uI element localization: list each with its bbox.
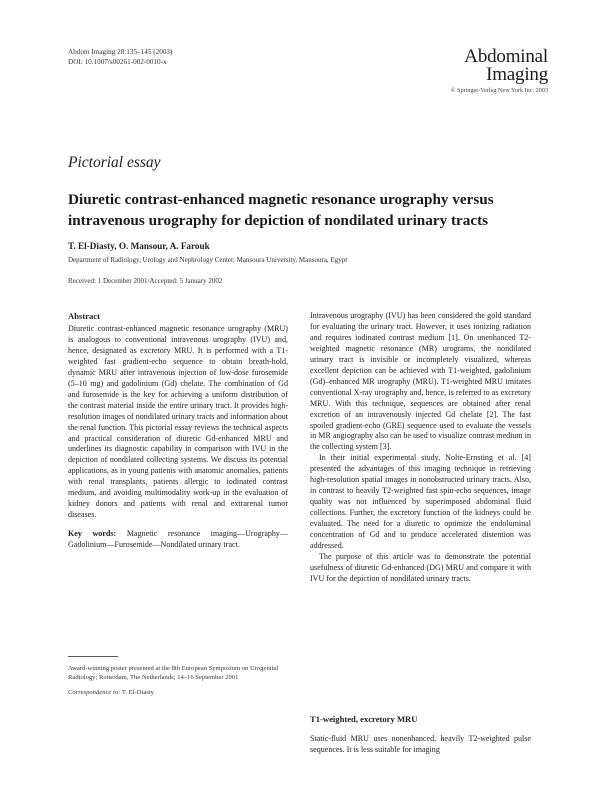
section-heading-t1: T1-weighted, excretory MRU: [310, 714, 418, 724]
section-label: Pictorial essay: [68, 154, 161, 171]
right-column: [310, 311, 531, 585]
received-accepted-dates: Received: 1 December 2001/Accepted: 5 January 2002: [68, 277, 223, 285]
correspondence: [68, 688, 290, 697]
citation-line-1: Abdom Imaging 28:135–145 (2003): [68, 48, 173, 56]
logo-line-2: Imaging: [486, 64, 548, 85]
abstract-heading: Abstract: [68, 311, 100, 321]
doi-line: DOI: 10.1007/s00261-002-0010-x: [68, 57, 167, 66]
correspondence-name: T. El-Diasty: [121, 688, 154, 696]
journal-citation: [68, 48, 172, 67]
body-paragraph-1: Intravenous urography (IVU) has been considered the gold standard for evaluating the urinary tract. However, it uses ionizing radiation and requires iodinated contrast medium [1]. On unenhanced T2-weighted magnetic resonance (MR) urograms, the nondilated urinary tract is invisible or incompletely visualized, whereas excellent depiction can be achieved with T1-weighted, gadolinium (Gd)–enhanced MR urography (MRU). T1-weighted MRU imitates conventional X-ray urography and, hence, is referred to as excretory MRU. With this technique, sequences are obtained after renal excretion of an intravenously injected Gd chelate [2]. The fast spoiled gradient-echo (GRE) sequence used to evaluate the vessels in MR angiography also can be used to visualize contrast medium in the collecting system [3].: [310, 311, 531, 452]
affiliation: Department of Radiology, Urology and Nephrology Center, Mansoura University, Mansoura, Egypt: [68, 256, 348, 264]
left-column: [68, 311, 288, 551]
logo-line-1: Abdominal: [464, 46, 548, 67]
footnotes: [68, 664, 290, 702]
award-note: Award-winning poster presented at the 8th European Symposium on Urogenital Radiology; Rotterdam, The Netherlands; 14–16 September 2001: [68, 665, 279, 682]
footnote-rule: [68, 656, 118, 657]
keywords-label: Key words:: [68, 529, 117, 539]
keywords-list: Magnetic resonance imaging—Urography—Gadolinium—Furosemide—Nondilated urinary tract.: [68, 529, 289, 550]
journal-logo: [451, 48, 548, 94]
article-title: Diuretic contrast-enhanced magnetic resonance urography versus intravenous urography for depiction of nondilated urinary tracts: [68, 191, 494, 229]
copyright-notice: © Springer-Verlag New York Inc. 2003: [450, 87, 548, 94]
keywords: [68, 529, 288, 551]
abstract-text: Diuretic contrast-enhanced magnetic resonance urography (MRU) is analogous to conventional intravenous urography (IVU) and, hence, designated as excretory MRU. It is performed with a T1-weighted fast gradient-echo sequence to obtain breath-hold, dynamic MRU after intravenous injection of low-dose furosemide (5–10 mg) and gadolinium (Gd) chelate. The combination of Gd and furosemide is the key for achieving a uniform distribution of the contrast material inside the entire urinary tract. It provides high-resolution images of nondilated urinary tracts and information about the renal function. This pictorial essay reviews the technical aspects and practical consideration of diuretic Gd-enhanced MRU and underlines its diagnostic capability in comparison with IVU in the depiction of nondilated collecting systems. We discuss its potential applications, as in young patients with anatomic anomalies, patients with renal transplants, patients allergic to iodinated contrast medium, and avoiding multimodality work-up in the evaluation of kidney donors and patients with renal and extrarenal tumor diseases.: [68, 324, 288, 520]
body-paragraph-4: Static-fluid MRU uses nonenhanced, heavily T2-weighted pulse sequences. It is less suitable for imaging: [310, 734, 531, 754]
body-paragraph-2: In their initial experimental study, Nolte-Ernsting et al. [4] presented the advantages of this imaging technique in retrieving high-resolution spatial images in nonobstructed urinary tracts. Also, in contrast to heavily T2-weighted fast spin-echo sequences, image quality was not influenced by superimposed abdominal fluid collections. Further, the excretory function of the kidneys could be evaluated. The need for a diuretic to optimize the endoluminal concentration of Gd and to produce accelerated distention was addressed.: [310, 453, 531, 551]
body-paragraph-3: The purpose of this article was to demonstrate the potential usefulness of diuretic Gd-enhanced (DG) MRU and compare it with IVU for the depiction of nondilated urinary tracts.: [310, 551, 531, 583]
authors: T. El-Diasty, O. Mansour, A. Farouk: [68, 241, 210, 251]
correspondence-label: Correspondence to:: [68, 688, 121, 696]
